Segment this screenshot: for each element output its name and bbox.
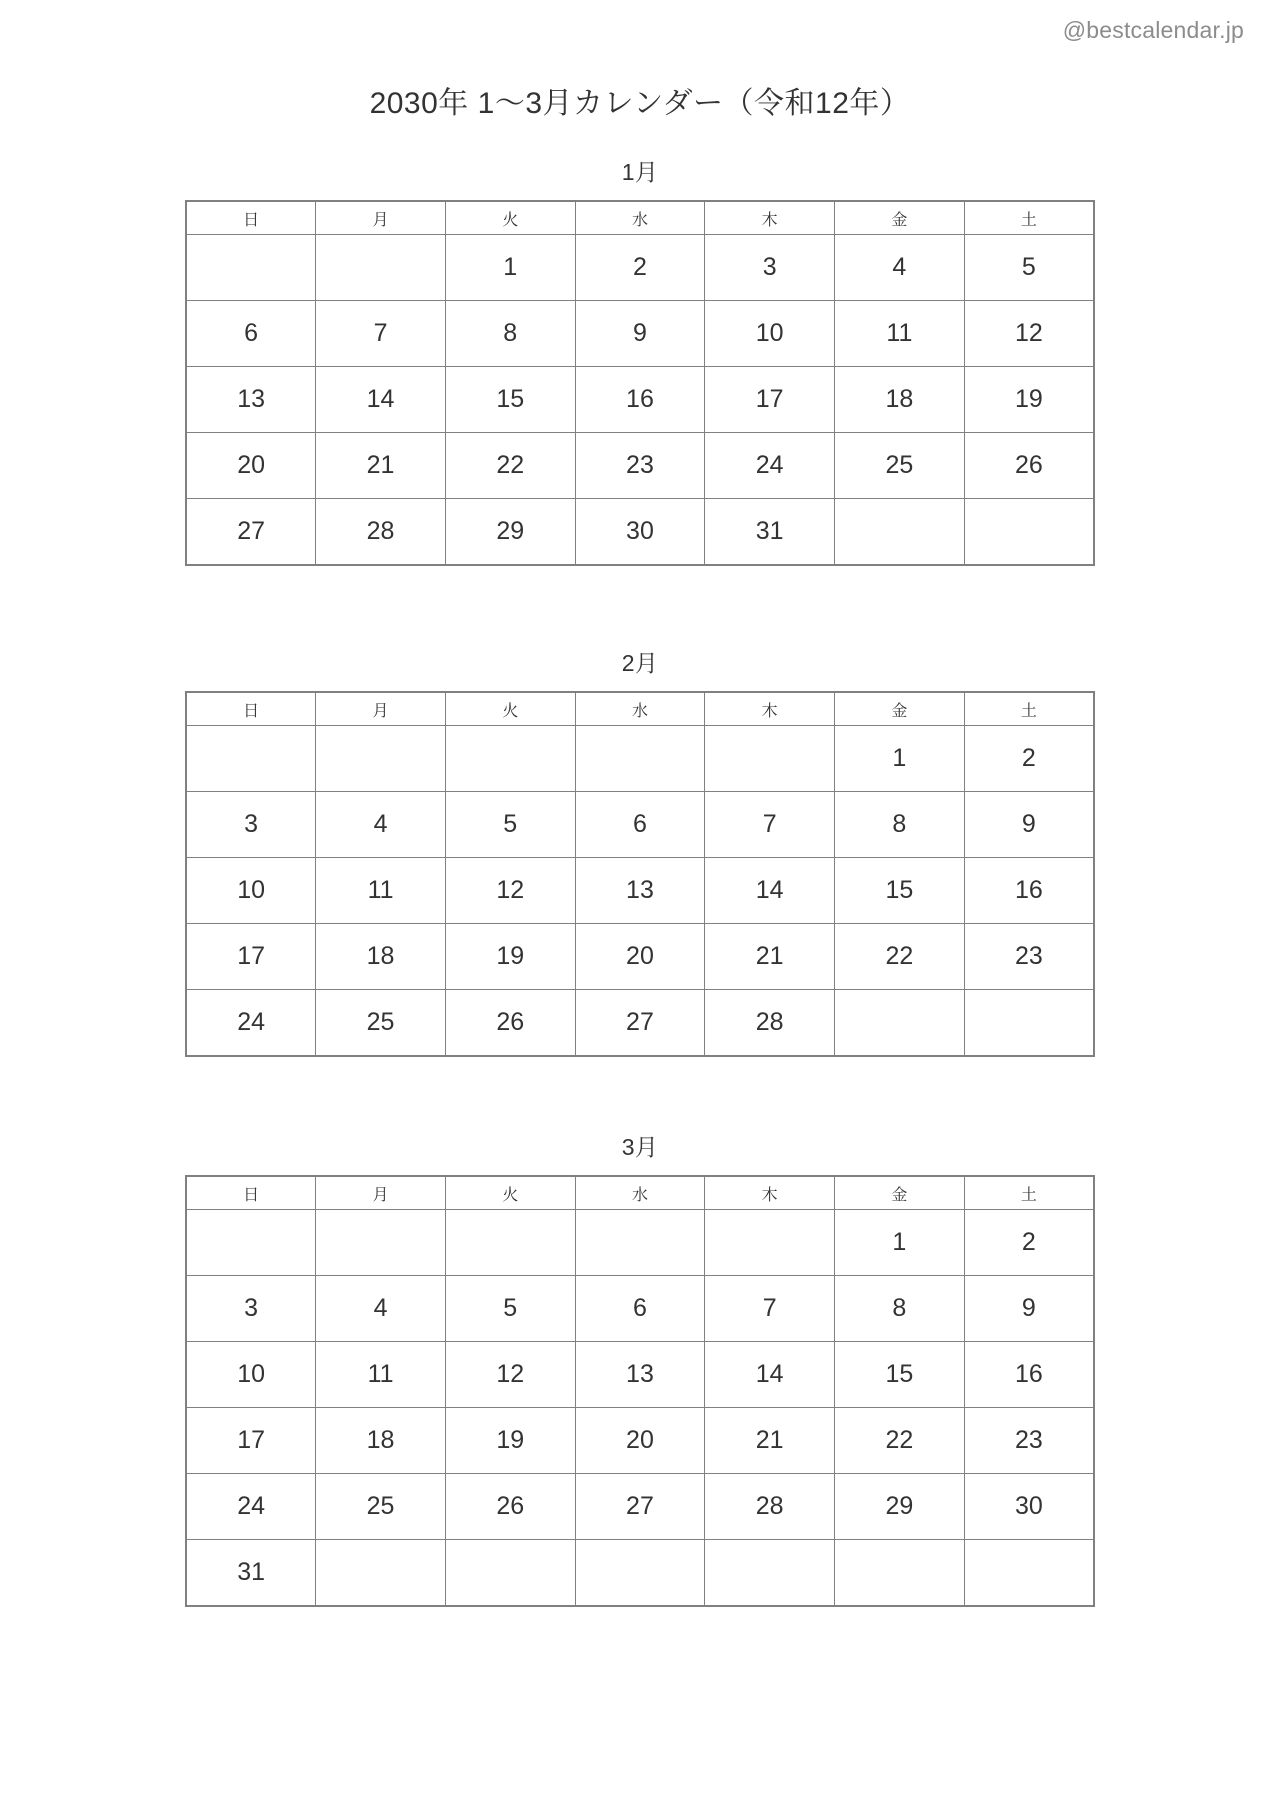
day-cell[interactable]: 17 [705, 367, 835, 433]
weekday-header-1: 月 [316, 692, 446, 726]
day-cell[interactable]: 2 [964, 1210, 1094, 1276]
day-cell-empty [316, 726, 446, 792]
weekday-header-3: 水 [575, 692, 705, 726]
day-cell[interactable]: 5 [445, 1276, 575, 1342]
day-cell[interactable]: 9 [575, 301, 705, 367]
day-cell[interactable]: 10 [186, 1342, 316, 1408]
day-cell[interactable]: 4 [316, 792, 446, 858]
day-cell[interactable]: 10 [186, 858, 316, 924]
day-cell[interactable]: 12 [445, 858, 575, 924]
day-cell[interactable]: 2 [964, 726, 1094, 792]
month-label: 1月 [621, 159, 659, 185]
calendar-table [185, 200, 1095, 566]
day-cell[interactable]: 25 [316, 990, 446, 1057]
day-cell[interactable]: 30 [575, 499, 705, 566]
day-cell[interactable]: 24 [705, 433, 835, 499]
weekday-header-0: 日 [186, 1176, 316, 1210]
day-cell[interactable]: 13 [186, 367, 316, 433]
day-cell-empty [186, 235, 316, 301]
day-cell[interactable]: 29 [445, 499, 575, 566]
day-cell[interactable]: 16 [964, 1342, 1094, 1408]
week-row [186, 792, 1094, 858]
day-cell[interactable]: 27 [186, 499, 316, 566]
day-cell-empty [445, 1210, 575, 1276]
day-cell[interactable]: 7 [705, 792, 835, 858]
calendar-table [185, 691, 1095, 1057]
day-cell-empty [316, 1210, 446, 1276]
weekday-header-3: 水 [575, 1176, 705, 1210]
day-cell[interactable]: 11 [316, 858, 446, 924]
site-watermark: @bestcalendar.jp [1062, 17, 1244, 43]
weekday-header-6: 土 [964, 201, 1094, 235]
weekday-header-row [186, 1176, 1094, 1210]
day-cell[interactable]: 26 [445, 990, 575, 1057]
day-cell[interactable]: 6 [575, 792, 705, 858]
week-row [186, 367, 1094, 433]
day-cell-empty [445, 1540, 575, 1607]
day-cell[interactable]: 12 [964, 301, 1094, 367]
day-cell[interactable]: 16 [575, 367, 705, 433]
day-cell-empty [835, 1540, 965, 1607]
weekday-header-0: 日 [186, 692, 316, 726]
day-cell[interactable]: 4 [316, 1276, 446, 1342]
day-cell[interactable]: 1 [445, 235, 575, 301]
day-cell[interactable]: 9 [964, 792, 1094, 858]
day-cell[interactable]: 14 [705, 1342, 835, 1408]
month-label: 2月 [621, 650, 659, 676]
day-cell-empty [835, 990, 965, 1057]
day-cell[interactable]: 8 [835, 792, 965, 858]
day-cell-empty [316, 235, 446, 301]
day-cell[interactable]: 19 [964, 367, 1094, 433]
week-row [186, 924, 1094, 990]
week-row [186, 1210, 1094, 1276]
day-cell[interactable]: 22 [835, 924, 965, 990]
day-cell-empty [445, 726, 575, 792]
day-cell[interactable]: 15 [835, 1342, 965, 1408]
week-row [186, 1276, 1094, 1342]
page-title: 2030年 1〜3月カレンダー（令和12年） [369, 87, 911, 120]
day-cell[interactable]: 22 [835, 1408, 965, 1474]
day-cell[interactable]: 21 [705, 1408, 835, 1474]
day-cell-empty [964, 990, 1094, 1057]
week-row [186, 726, 1094, 792]
weekday-header-row [186, 201, 1094, 235]
day-cell[interactable]: 24 [186, 1474, 316, 1540]
day-cell[interactable]: 5 [445, 792, 575, 858]
day-cell[interactable]: 20 [186, 433, 316, 499]
day-cell[interactable]: 1 [835, 726, 965, 792]
day-cell[interactable]: 7 [316, 301, 446, 367]
day-cell[interactable]: 9 [964, 1276, 1094, 1342]
day-cell[interactable]: 22 [445, 433, 575, 499]
weekday-header-1: 月 [316, 201, 446, 235]
weekday-header-6: 土 [964, 1176, 1094, 1210]
weekday-header-0: 日 [186, 201, 316, 235]
day-cell-empty [705, 1540, 835, 1607]
weekday-header-5: 金 [835, 692, 965, 726]
day-cell[interactable]: 25 [316, 1474, 446, 1540]
day-cell[interactable]: 28 [316, 499, 446, 566]
calendar-table [185, 1175, 1095, 1607]
weekday-header-5: 金 [835, 201, 965, 235]
weekday-header-4: 木 [705, 692, 835, 726]
day-cell[interactable]: 6 [575, 1276, 705, 1342]
day-cell[interactable]: 25 [835, 433, 965, 499]
day-cell[interactable]: 4 [835, 235, 965, 301]
day-cell[interactable]: 11 [835, 301, 965, 367]
day-cell[interactable]: 27 [575, 990, 705, 1057]
day-cell[interactable]: 8 [835, 1276, 965, 1342]
day-cell[interactable]: 20 [575, 1408, 705, 1474]
day-cell[interactable]: 30 [964, 1474, 1094, 1540]
day-cell[interactable]: 23 [964, 1408, 1094, 1474]
day-cell[interactable]: 29 [835, 1474, 965, 1540]
month-block-2 [185, 645, 1095, 1057]
month-block-1 [185, 154, 1095, 566]
week-row [186, 990, 1094, 1057]
week-row [186, 235, 1094, 301]
weekday-header-row [186, 692, 1094, 726]
day-cell-empty [964, 499, 1094, 566]
weekday-header-2: 火 [445, 201, 575, 235]
day-cell[interactable]: 10 [705, 301, 835, 367]
day-cell[interactable]: 31 [705, 499, 835, 566]
day-cell[interactable]: 11 [316, 1342, 446, 1408]
day-cell[interactable]: 14 [705, 858, 835, 924]
day-cell[interactable]: 19 [445, 1408, 575, 1474]
day-cell-empty [835, 499, 965, 566]
day-cell[interactable]: 28 [705, 990, 835, 1057]
day-cell[interactable]: 18 [316, 1408, 446, 1474]
weekday-header-1: 月 [316, 1176, 446, 1210]
day-cell[interactable]: 26 [964, 433, 1094, 499]
weekday-header-4: 木 [705, 1176, 835, 1210]
day-cell-empty [575, 1210, 705, 1276]
day-cell[interactable]: 3 [186, 1276, 316, 1342]
day-cell[interactable]: 27 [575, 1474, 705, 1540]
day-cell[interactable]: 13 [575, 1342, 705, 1408]
day-cell[interactable]: 28 [705, 1474, 835, 1540]
day-cell-empty [705, 1210, 835, 1276]
day-cell[interactable]: 13 [575, 858, 705, 924]
day-cell[interactable]: 17 [186, 924, 316, 990]
day-cell[interactable]: 20 [575, 924, 705, 990]
day-cell[interactable]: 3 [186, 792, 316, 858]
day-cell[interactable]: 17 [186, 1408, 316, 1474]
day-cell[interactable]: 5 [964, 235, 1094, 301]
week-row [186, 1474, 1094, 1540]
day-cell-empty [316, 1540, 446, 1607]
day-cell[interactable]: 19 [445, 924, 575, 990]
day-cell[interactable]: 14 [316, 367, 446, 433]
week-row [186, 1342, 1094, 1408]
months-container [0, 154, 1280, 1607]
weekday-header-6: 土 [964, 692, 1094, 726]
month-label: 3月 [621, 1134, 659, 1160]
day-cell[interactable]: 23 [575, 433, 705, 499]
day-cell[interactable]: 23 [964, 924, 1094, 990]
day-cell[interactable]: 6 [186, 301, 316, 367]
weekday-header-2: 火 [445, 1176, 575, 1210]
day-cell-empty [575, 1540, 705, 1607]
week-row [186, 499, 1094, 566]
day-cell-empty [575, 726, 705, 792]
month-block-3 [185, 1129, 1095, 1607]
day-cell[interactable]: 18 [835, 367, 965, 433]
day-cell[interactable]: 24 [186, 990, 316, 1057]
day-cell-empty [186, 1210, 316, 1276]
week-row [186, 858, 1094, 924]
week-row [186, 433, 1094, 499]
day-cell[interactable]: 31 [186, 1540, 316, 1607]
day-cell[interactable]: 7 [705, 1276, 835, 1342]
day-cell-empty [186, 726, 316, 792]
day-cell[interactable]: 3 [705, 235, 835, 301]
weekday-header-2: 火 [445, 692, 575, 726]
day-cell[interactable]: 21 [316, 433, 446, 499]
day-cell[interactable]: 2 [575, 235, 705, 301]
week-row [186, 1540, 1094, 1607]
day-cell-empty [964, 1540, 1094, 1607]
day-cell[interactable]: 15 [445, 367, 575, 433]
day-cell[interactable]: 26 [445, 1474, 575, 1540]
day-cell[interactable]: 12 [445, 1342, 575, 1408]
week-row [186, 1408, 1094, 1474]
weekday-header-5: 金 [835, 1176, 965, 1210]
day-cell[interactable]: 16 [964, 858, 1094, 924]
week-row [186, 301, 1094, 367]
day-cell[interactable]: 8 [445, 301, 575, 367]
day-cell[interactable]: 1 [835, 1210, 965, 1276]
day-cell[interactable]: 18 [316, 924, 446, 990]
day-cell[interactable]: 21 [705, 924, 835, 990]
day-cell[interactable]: 15 [835, 858, 965, 924]
weekday-header-4: 木 [705, 201, 835, 235]
weekday-header-3: 水 [575, 201, 705, 235]
day-cell-empty [705, 726, 835, 792]
